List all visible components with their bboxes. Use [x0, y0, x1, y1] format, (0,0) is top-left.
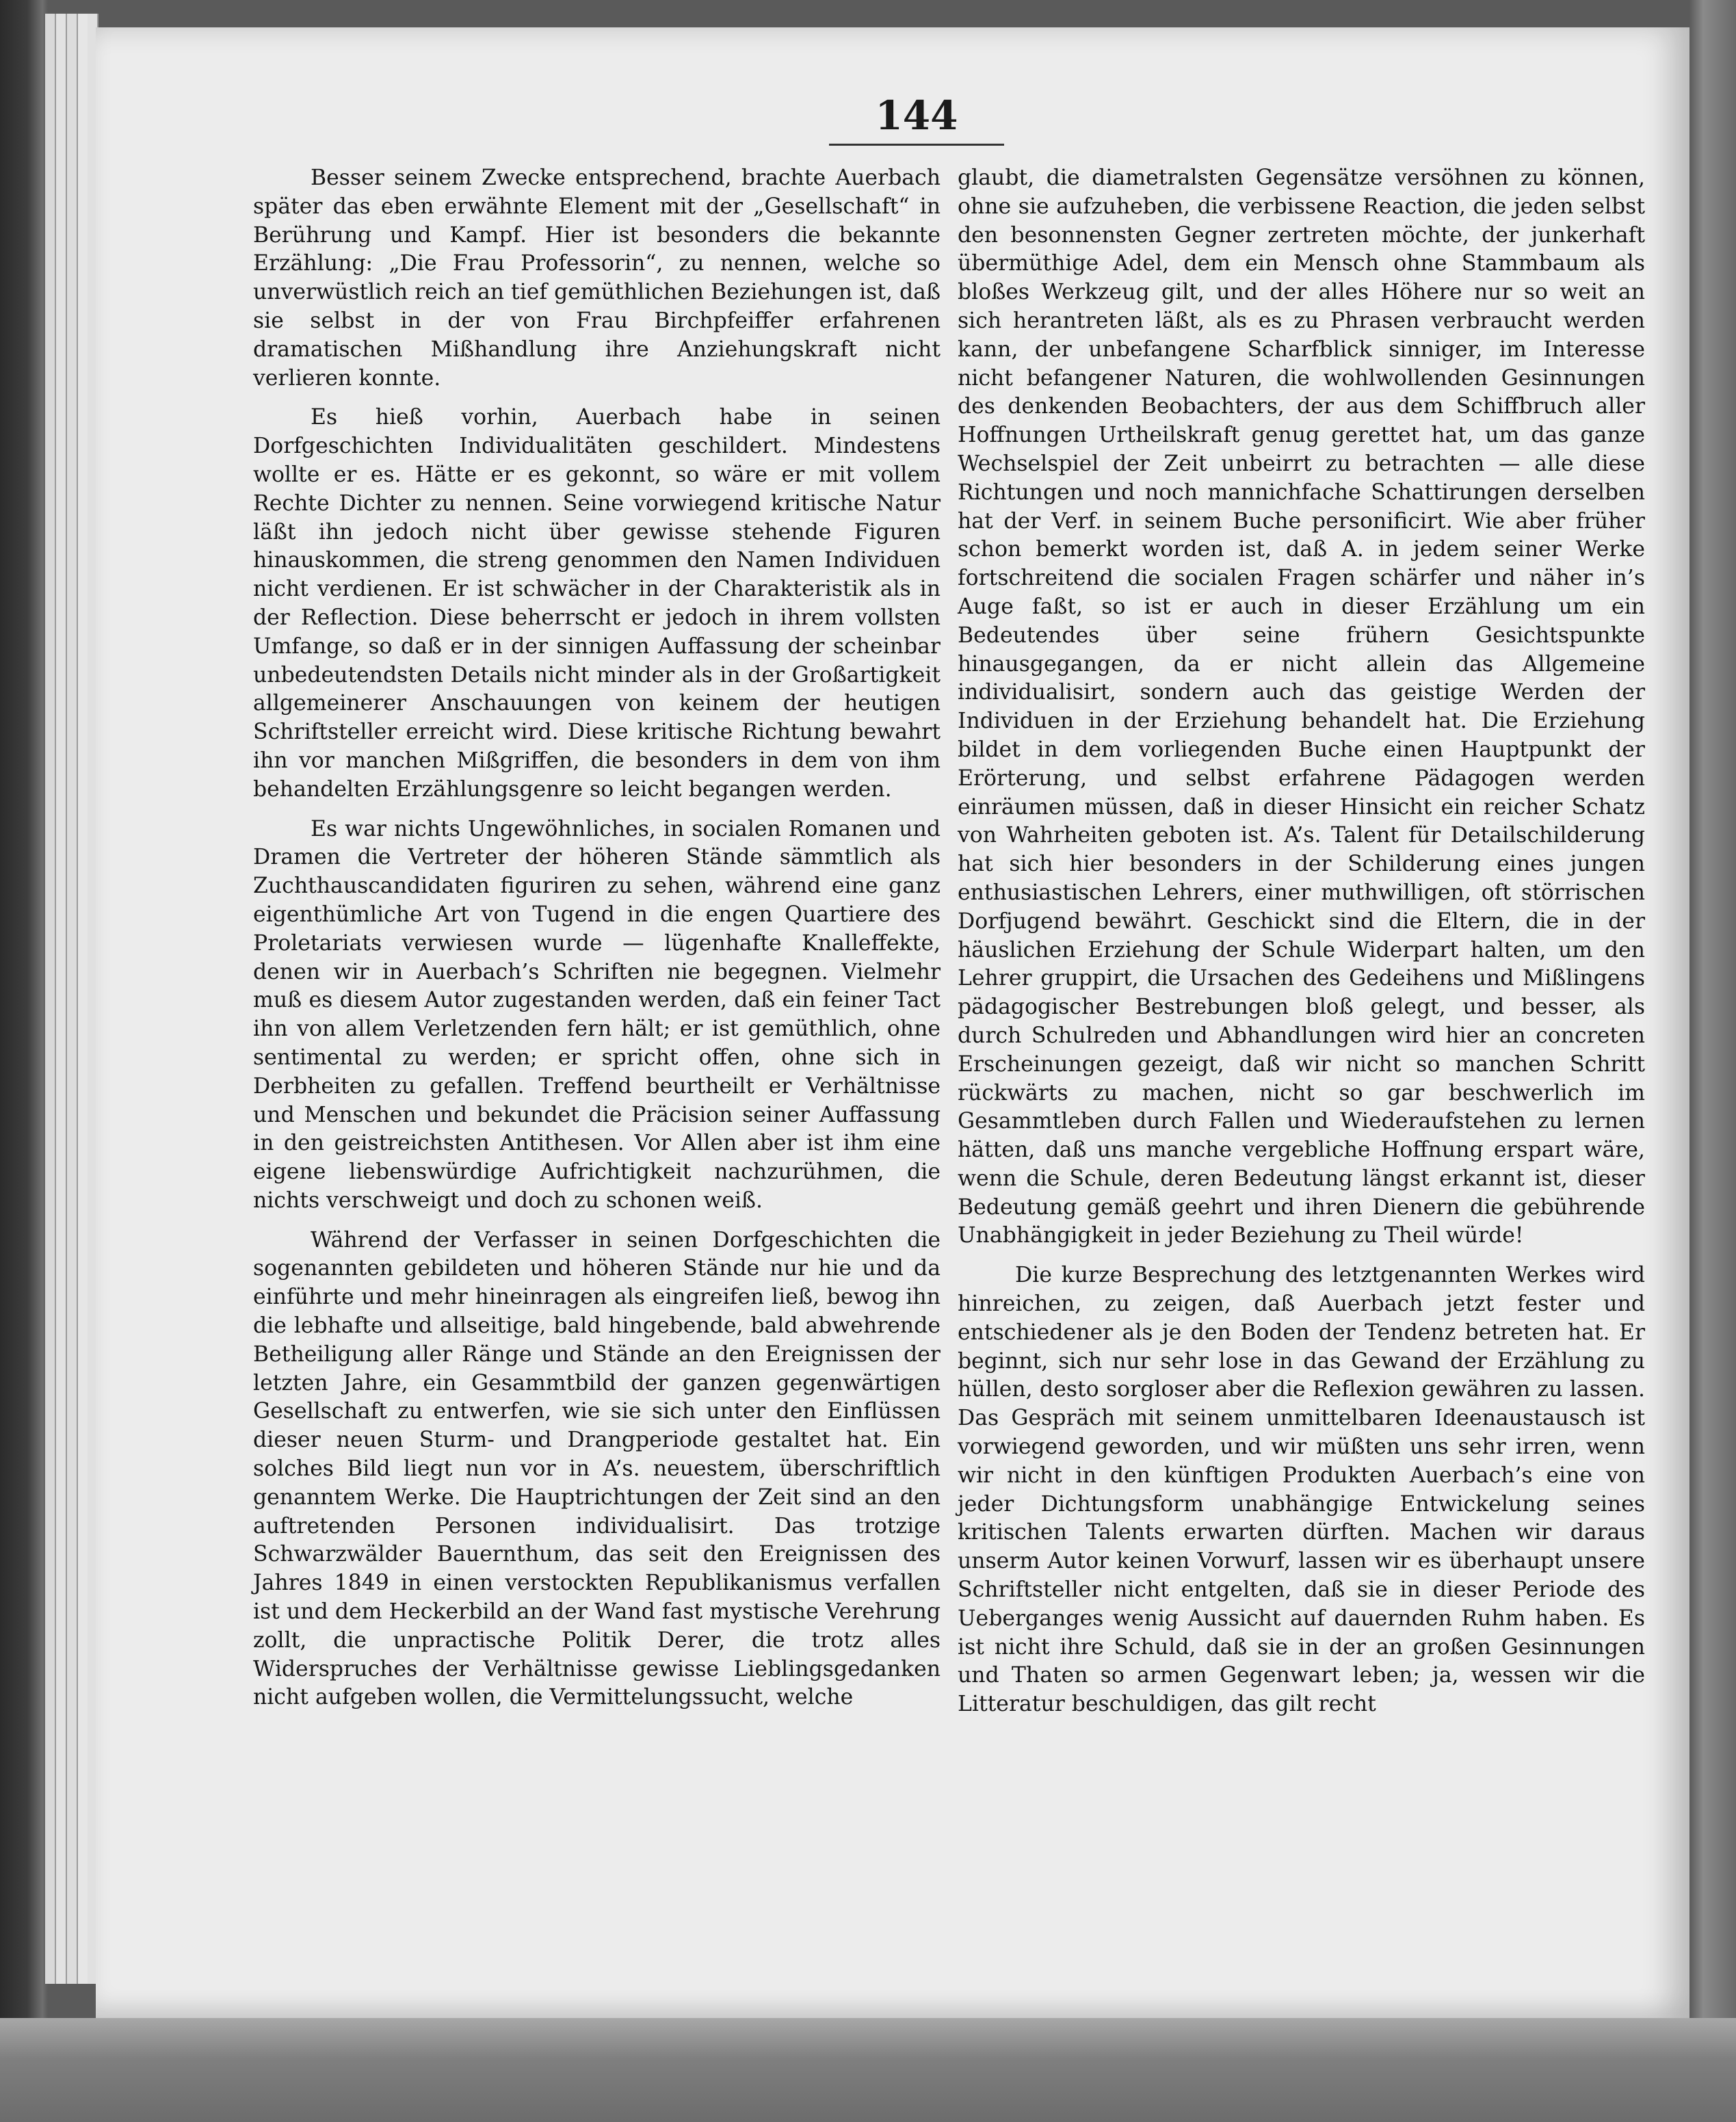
header-rule [829, 144, 1004, 146]
page-edge [45, 14, 56, 1984]
paragraph: Während der Verfasser in seinen Dorfgeschichten die sogenannten gebildeten und höheren Stände nur hie und da einführte und mehr hineinragen als eingreifen ließ, bewog ihn die lebhafte und allseitige, bald hingebende, bald abwehrende Betheiligung aller Ränge und Stände an den Ereignissen der letzten Jahre, ein Gesammtbild der ganzen gegenwärtigen Gesellschaft zu entwerfen, wie sie sich unter den Einflüssen dieser neuen Sturm- und Drangperiode gestaltet hat. Ein solches Bild liegt nun vor in A’s. neuestem, überschriftlich genanntem Werke. Die Hauptrichtungen der Zeit sind an den auftretenden Personen individualisirt. Das trotzige Schwarzwälder Bauernthum, das seit den Ereignissen des Jahres 1849 in einen verstockten Republikanismus verfallen ist und dem Heckerbild an der Wand fast mystische Verehrung zollt, die unpractische Politik Derer, die trotz alles Widerspruches der Verhältnisse gewisse Lieblingsgedanken nicht aufgeben wollen, die Vermittelungssucht, welche [253, 1227, 941, 1710]
paragraph: Es hieß vorhin, Auerbach habe in seinen Dorfgeschichten Individualitäten geschildert. Mindestens wollte er es. Hätte er es gekonnt, so wäre er mit vollem Rechte Dichter zu nennen. Seine vorwiegend kritische Natur läßt ihn jedoch nicht über gewisse stehende Figuren hinauskommen, die streng genommen den Namen Individuen nicht verdienen. Er ist schwächer in der Charakteristik als in der Reflection. Diese beherrscht er jedoch in ihrem vollsten Umfange, so daß er in der sinnigen Auffassung der scheinbar unbedeutendsten Details nicht minder als in der Großartigkeit allgemeinerer Anschauungen von keinem der heutigen Schriftsteller erreicht wird. Diese kritische Richtung bewahrt ihn vor manchen Mißgriffen, die besonders in dem von ihm behandelten Erzählungsgenre so leicht begangen werden. [253, 405, 941, 802]
scanner-edge-right [1689, 0, 1736, 2122]
paragraph: Besser seinem Zwecke entsprechend, brachte Auerbach später das eben erwähnte Element mit der „Gesellschaft“ in Berührung und Kampf. Hier ist besonders die bekannte Erzählung: „Die Frau Professorin“, zu nennen, welche so unverwüstlich reich an tief gemüthlichen Beziehungen ist, daß sie selbst in der von Frau Birchpfeiffer erfahrenen dramatischen Mißhandlung ihre Anziehungskraft nicht verlieren konnte. [253, 166, 941, 391]
page-number: 144 [875, 92, 958, 139]
paragraph: glaubt, die diametralsten Gegensätze versöhnen zu können, ohne sie aufzuheben, die verbissene Reaction, die jeden selbst den besonnensten Gegner zertreten möchte, der junkerhaft übermüthige Adel, dem ein Mensch ohne Stammbaum als bloßes Werkzeug gilt, und der alles Höhere nur so weit an sich herantreten läßt, als es zu Phrasen verbraucht werden kann, der unbefangene Scharfblick sinniger, im Interesse nicht befangener Naturen, die wohlwollenden Gesinnungen des denkenden Beobachters, der aus dem Schiffbruch aller Hoffnungen Urtheilskraft genug gerettet hat, um das ganze Wechselspiel der Zeit unbeirrt zu betrachten — alle diese Richtungen und noch mannichfache Schattirungen derselben hat der Verf. in seinem Buche personificirt. Wie aber früher schon bemerkt worden ist, daß A. in jedem seiner Werke fortschreitend die socialen Fragen schärfer und näher in’s Auge faßt, so ist er auch in dieser Erzählung um ein Bedeutendes über seine frühern Gesichtspunkte hinausgegangen, da er nicht allein das Allgemeine individualisirt, sondern auch das geistige Werden der Individuen in der Erziehung behandelt hat. Die Erziehung bildet in dem vorliegenden Buche einen Hauptpunkt der Erörterung, und selbst erfahrene Pädagogen werden einräumen müssen, daß in dieser Hinsicht ein reicher Schatz von Wahrheiten geboten ist. A’s. Talent für Detailschilderung hat sich hier besonders in der Schilderung eines jungen enthusiastischen Lehrers, einer muthwilligen, oft störrischen Dorfjugend bewährt. Geschickt sind die Eltern, die in der häuslichen Erziehung der Schule Widerpart halten, um den Lehrer gruppirt, die Ursachen des Gedeihens und Mißlingens pädagogischer Bestrebungen bloß gelegt, und besser, als durch Schulreden und Abhandlungen wird hier an concreten Erscheinungen gezeigt, daß wir nicht so manchen Schritt rückwärts zu machen, nicht so gar beschwerlich im Gesammtleben durch Fallen und Wiederaufstehen zu lernen hätten, daß uns manche vergebliche Hoffnung erspart wäre, wenn die Schule, deren Bedeutung längst erkannt ist, dieser Bedeutung gemäß geehrt und ihren Dienern die gebührende Unabhängigkeit in jeder Beziehung zu Theil würde! [958, 166, 1645, 1248]
paragraph: Es war nichts Ungewöhnliches, in socialen Romanen und Dramen die Vertreter der höheren Stände sämmtlich als Zuchthauscandidaten figuriren zu sehen, während eine ganz eigenthümliche Art von Tugend in die engen Quartiere des Proletariats verwiesen wurde — lügenhafte Knalleffekte, denen wir in Auerbach’s Schriften nie begegnen. Vielmehr muß es diesem Autor zugestanden werden, daß ein feiner Tact ihn von allem Verletzenden fern hält; er ist gemüthlich, ohne sentimental zu werden; er spricht offen, ohne sich in Derbheiten zu gefallen. Treffend beurtheilt er Verhältnisse und Menschen und bekundet die Präcision seiner Auffassung in den geistreichsten Antithesen. Vor Allen aber ist ihm eine eigene liebenswürdige Aufrichtigkeit nachzurühmen, die nichts verschweigt und doch zu schonen weiß. [253, 816, 941, 1213]
scanner-edge-bottom [0, 2018, 1736, 2122]
left-column [253, 164, 941, 1723]
page-edge [56, 14, 67, 1984]
right-column [958, 164, 1645, 1730]
paragraph: Die kurze Besprechung des letztgenannten Werkes wird hinreichen, zu zeigen, daß Auerbach jetzt fester und entschiedener als je den Boden der Tendenz betreten hat. Er beginnt, sich nur sehr lose in das Gewand der Erzählung zu hüllen, desto sorgloser aber die Reflexion gewähren zu lassen. Das Gespräch mit seinem unmittelbaren Ideenaustausch ist vorwiegend geworden, und wir müßten uns sehr irren, wenn wir nicht in den künftigen Produkten Auerbach’s eine von jeder Dichtungsform unabhängige Entwickelung seines kritischen Talents erwarten dürften. Machen wir daraus unserm Autor keinen Vorwurf, lassen wir es überhaupt unsere Schriftsteller nicht entgelten, daß sie in dieser Periode des Ueberganges wenig Aussicht auf dauernden Ruhm haben. Es ist nicht ihre Schuld, daß sie in der an großen Gesinnungen und Thaten so armen Gegenwart leben; ja, wessen wir die Litteratur beschuldigen, das gilt recht [958, 1263, 1645, 1717]
page-edge [67, 14, 78, 1984]
